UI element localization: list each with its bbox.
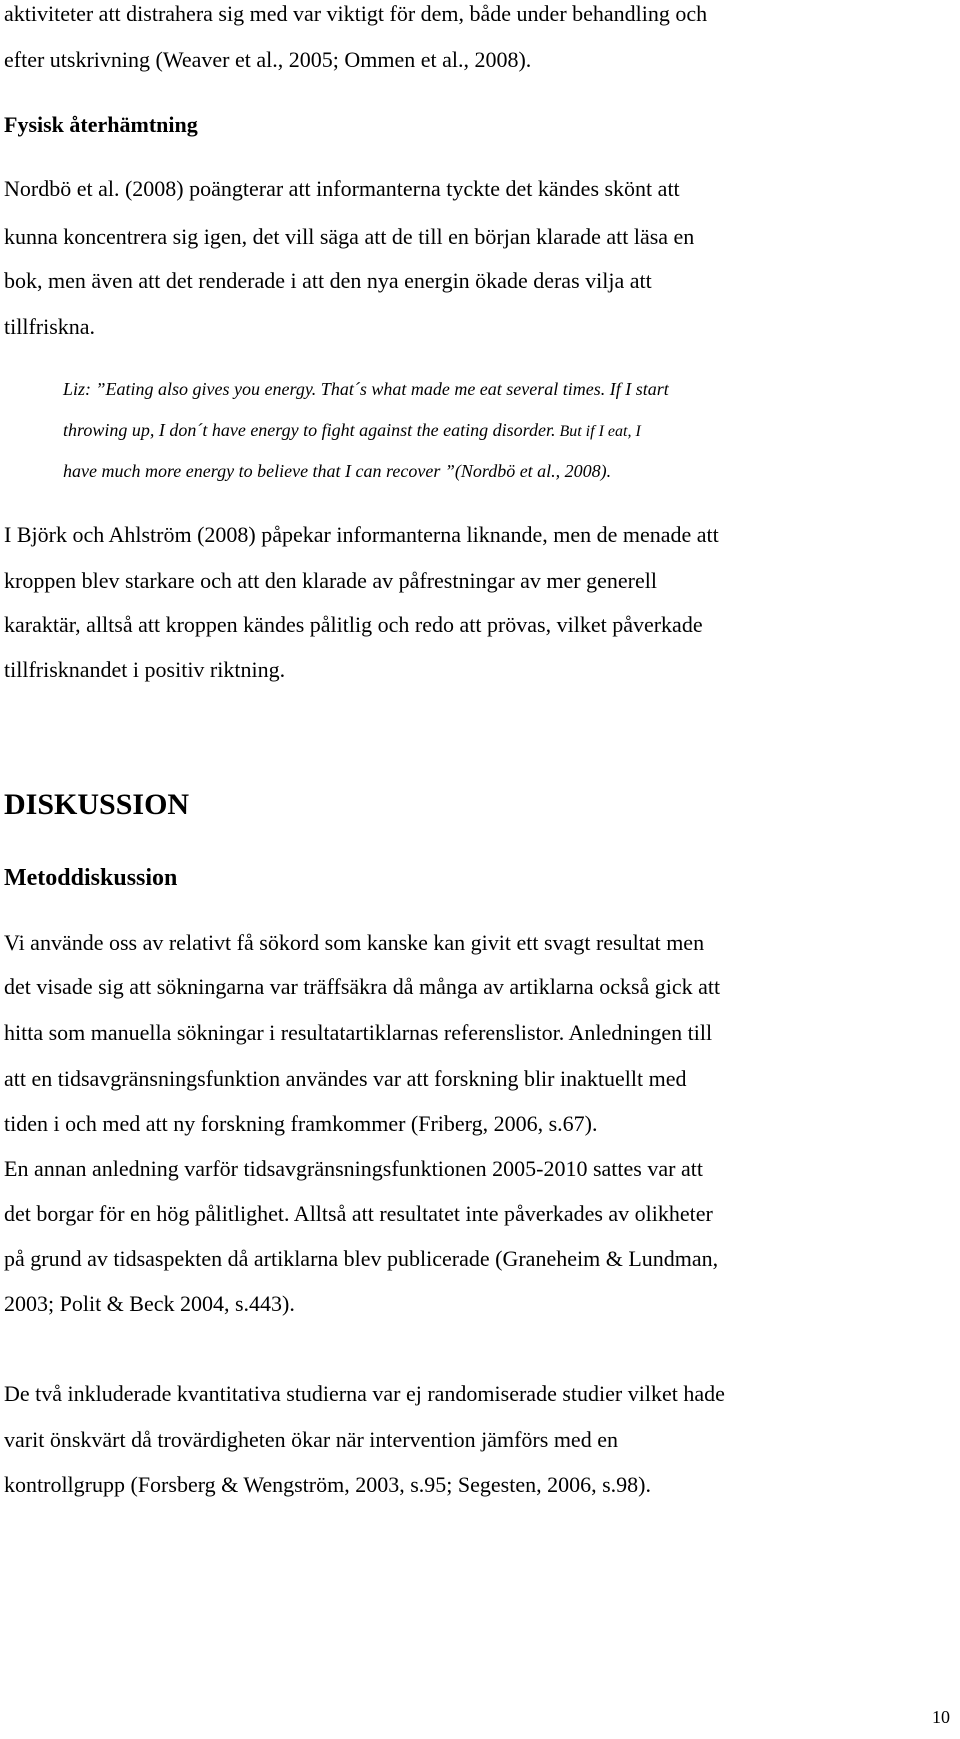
quote-line: Liz: ”Eating also gives you energy. That´s what made me eat several times. If I start bbox=[63, 379, 669, 399]
body-line: karaktär, alltså att kroppen kändes pålitlig och redo att prövas, vilket påverkade bbox=[4, 612, 703, 637]
body-line: efter utskrivning (Weaver et al., 2005; Ommen et al., 2008). bbox=[4, 47, 532, 72]
body-line: I Björk och Ahlström (2008) påpekar informanterna liknande, men de menade att bbox=[4, 522, 719, 547]
body-line: aktiviteter att distrahera sig med var viktigt för dem, både under behandling och bbox=[4, 1, 708, 26]
quote-text-small: But if I eat, I bbox=[555, 423, 641, 440]
body-line: kroppen blev starkare och att den klarade av påfrestningar av mer generell bbox=[4, 568, 657, 593]
body-line: det borgar för en hög pålitlighet. Alltså att resultatet inte påverkades av olikheter bbox=[4, 1201, 713, 1226]
body-line: hitta som manuella sökningar i resultatartiklarnas referenslistor. Anledningen till bbox=[4, 1020, 713, 1045]
section-heading-fysisk: Fysisk återhämtning bbox=[4, 112, 198, 137]
body-line: kunna koncentrera sig igen, det vill säga att de till en början klarade att läsa en bbox=[4, 224, 695, 249]
quote-line: have much more energy to believe that I can recover ”(Nordbö et al., 2008). bbox=[63, 461, 612, 481]
body-line: En annan anledning varför tidsavgränsningsfunktionen 2005-2010 sattes var att bbox=[4, 1156, 703, 1181]
body-line: Vi använde oss av relativt få sökord som kanske kan givit ett svagt resultat men bbox=[4, 930, 705, 955]
quote-line bbox=[63, 419, 641, 443]
quote-text: throwing up, I don´t have energy to fight against the eating disorder. bbox=[63, 420, 556, 440]
body-line: tillfrisknandet i positiv riktning. bbox=[4, 657, 286, 682]
body-line: på grund av tidsaspekten då artiklarna blev publicerade (Graneheim & Lundman, bbox=[4, 1246, 719, 1271]
body-line: kontrollgrupp (Forsberg & Wengström, 2003, s.95; Segesten, 2006, s.98). bbox=[4, 1472, 651, 1497]
body-line: 2003; Polit & Beck 2004, s.443). bbox=[4, 1291, 295, 1316]
section-heading-metoddiskussion: Metoddiskussion bbox=[4, 865, 178, 891]
body-line: tillfriskna. bbox=[4, 314, 96, 339]
body-line: det visade sig att sökningarna var träffsäkra då många av artiklarna också gick att bbox=[4, 974, 721, 999]
body-line: tiden i och med att ny forskning framkommer (Friberg, 2006, s.67). bbox=[4, 1111, 598, 1136]
page-number: 10 bbox=[932, 1707, 950, 1727]
body-line: att en tidsavgränsningsfunktion användes var att forskning blir inaktuellt med bbox=[4, 1066, 687, 1091]
body-line: De två inkluderade kvantitativa studierna var ej randomiserade studier vilket hade bbox=[4, 1381, 725, 1406]
body-line: Nordbö et al. (2008) poängterar att informanterna tyckte det kändes skönt att bbox=[4, 176, 680, 201]
chapter-heading-diskussion: DISKUSSION bbox=[4, 788, 190, 821]
body-line: bok, men även att det renderade i att den nya energin ökade deras vilja att bbox=[4, 268, 652, 293]
body-line: varit önskvärt då trovärdigheten ökar när intervention jämförs med en bbox=[4, 1427, 618, 1452]
